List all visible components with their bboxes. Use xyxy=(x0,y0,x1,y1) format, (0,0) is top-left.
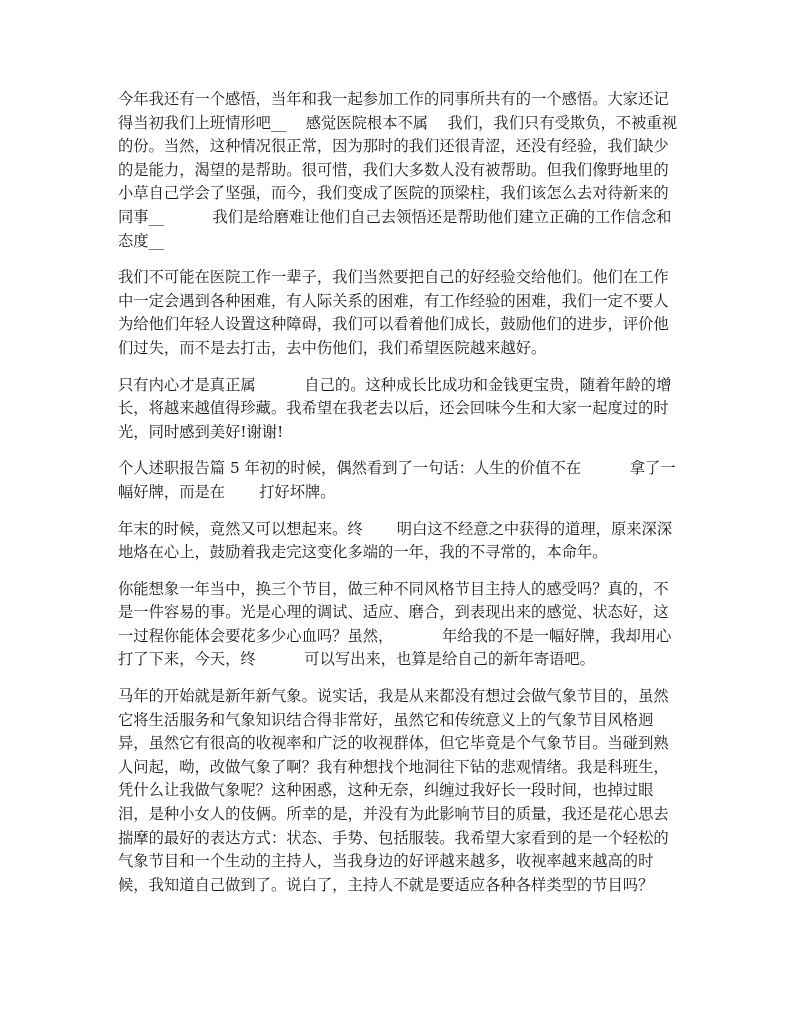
text-line: 今年我还有一个感悟，当年和我一起参加工作的同事所共有的一个感悟。大家还记 xyxy=(118,90,669,108)
text-line: 的份。当然，这种情况很正常，因为那时的我们还很青涩，还没有经验，我们缺少 xyxy=(118,137,669,156)
paragraph xyxy=(118,578,683,672)
text-line: 们过失，而不是去打击，去中伤他们，我们希望医院越来越好。 xyxy=(118,338,547,357)
text-line: 长，将越来越值得珍藏。我希望在我老去以后，还会回味今生和大家一起度过的时 xyxy=(118,399,669,418)
text-line: 你能想象一年当中，换三个节目，做三种不同风格节目主持人的感受吗？真的，不 xyxy=(118,579,669,598)
paragraph xyxy=(118,88,683,253)
text-line: 一过程你能体会要花多少心血吗？虽然， 年给我的不是一幅好牌，我却用心 xyxy=(118,626,672,645)
text-line: 态度__ xyxy=(118,231,164,250)
text-line: 年末的时候，竟然又可以想起来。终 明白这不经意之中获得的道理，原来深深 xyxy=(118,519,673,538)
text-line: 马年的开始就是新年新气象。说实话，我是从来都没有想过会做气象节目的，虽然 xyxy=(118,687,669,706)
text-line: 打了下来，今天，终 可以写出来，也算是给自己的新年寄语吧。 xyxy=(118,650,595,669)
text-line: 气象节目和一个生动的主持人，当我身边的好评越来越多，收视率越来越高的时 xyxy=(118,852,654,871)
paragraph xyxy=(118,518,683,565)
text-line: 光，同时感到美好!谢谢! xyxy=(118,422,284,441)
paragraph xyxy=(118,374,683,445)
text-line: 地烙在心上，鼓励着我走完这变化多端的一年，我的不寻常的，本命年。 xyxy=(118,543,608,562)
text-line: 人问起，呦，改做气象了啊？我有种想找个地洞往下钻的悲观情绪。我是科班生， xyxy=(118,757,669,776)
text-line: 它将生活服务和气象知识结合得非常好，虽然它和传统意义上的气象节目风格迥 xyxy=(118,710,654,729)
text-line: 异，虽然它有很高的收视率和广泛的收视群体，但它毕竟是个气象节目。当碰到熟 xyxy=(118,734,669,753)
text-line: 为给他们年轻人设置这种障碍，我们可以看着他们成长，鼓励他们的进步，评价他 xyxy=(118,315,669,334)
text-line: 泪，是种小女人的伎俩。所幸的是，并没有为此影响节目的质量，我还是花心思去 xyxy=(118,805,669,824)
text-line: 个人述职报告篇 5 年初的时候，偶然看到了一句话：人生的价值不在 拿了一 xyxy=(118,459,676,478)
paragraph xyxy=(118,685,683,897)
text-line: 同事__ 我们是给磨难让他们自己去领悟还是帮助他们建立正确的工作信念和 xyxy=(118,207,672,226)
text-line: 得当初我们上班情形吧__ 感觉医院根本不属 我们，我们只有受欺负，不被重视 xyxy=(118,113,677,132)
paragraph xyxy=(118,266,683,360)
text-line: 的是能力，渴望的是帮助。很可惜，我们大多数人没有被帮助。但我们像野地里的 xyxy=(118,160,669,179)
text-line: 小草自己学会了坚强，而今，我们变成了医院的顶梁柱，我们该怎么去对待新来的 xyxy=(118,184,669,203)
paragraph xyxy=(118,457,683,504)
document-page xyxy=(118,88,683,910)
text-line: 中一定会遇到各种困难，有人际关系的困难，有工作经验的困难，我们一定不要人 xyxy=(118,291,669,310)
text-line: 凭什么让我做气象呢？这种困惑，这种无奈，纠缠过我好长一段时间，也掉过眼 xyxy=(118,781,654,800)
text-line: 揣摩的最好的表达方式：状态、手势、包括服装。我希望大家看到的是一个轻松的 xyxy=(118,828,669,847)
text-line: 幅好牌，而是在 打好坏牌。 xyxy=(118,482,336,501)
text-line: 我们不可能在医院工作一辈子，我们当然要把自己的好经验交给他们。他们在工作 xyxy=(118,268,669,287)
text-line: 只有内心才是真正属 自己的。这种成长比成功和金钱更宝贵，随着年龄的增 xyxy=(118,375,672,394)
text-line: 是一件容易的事。光是心理的调试、适应、磨合，到表现出来的感觉、状态好，这 xyxy=(118,603,669,622)
text-line: 候，我知道自己做到了。说白了，主持人不就是要适应各种各样类型的节目吗？ xyxy=(118,875,654,894)
